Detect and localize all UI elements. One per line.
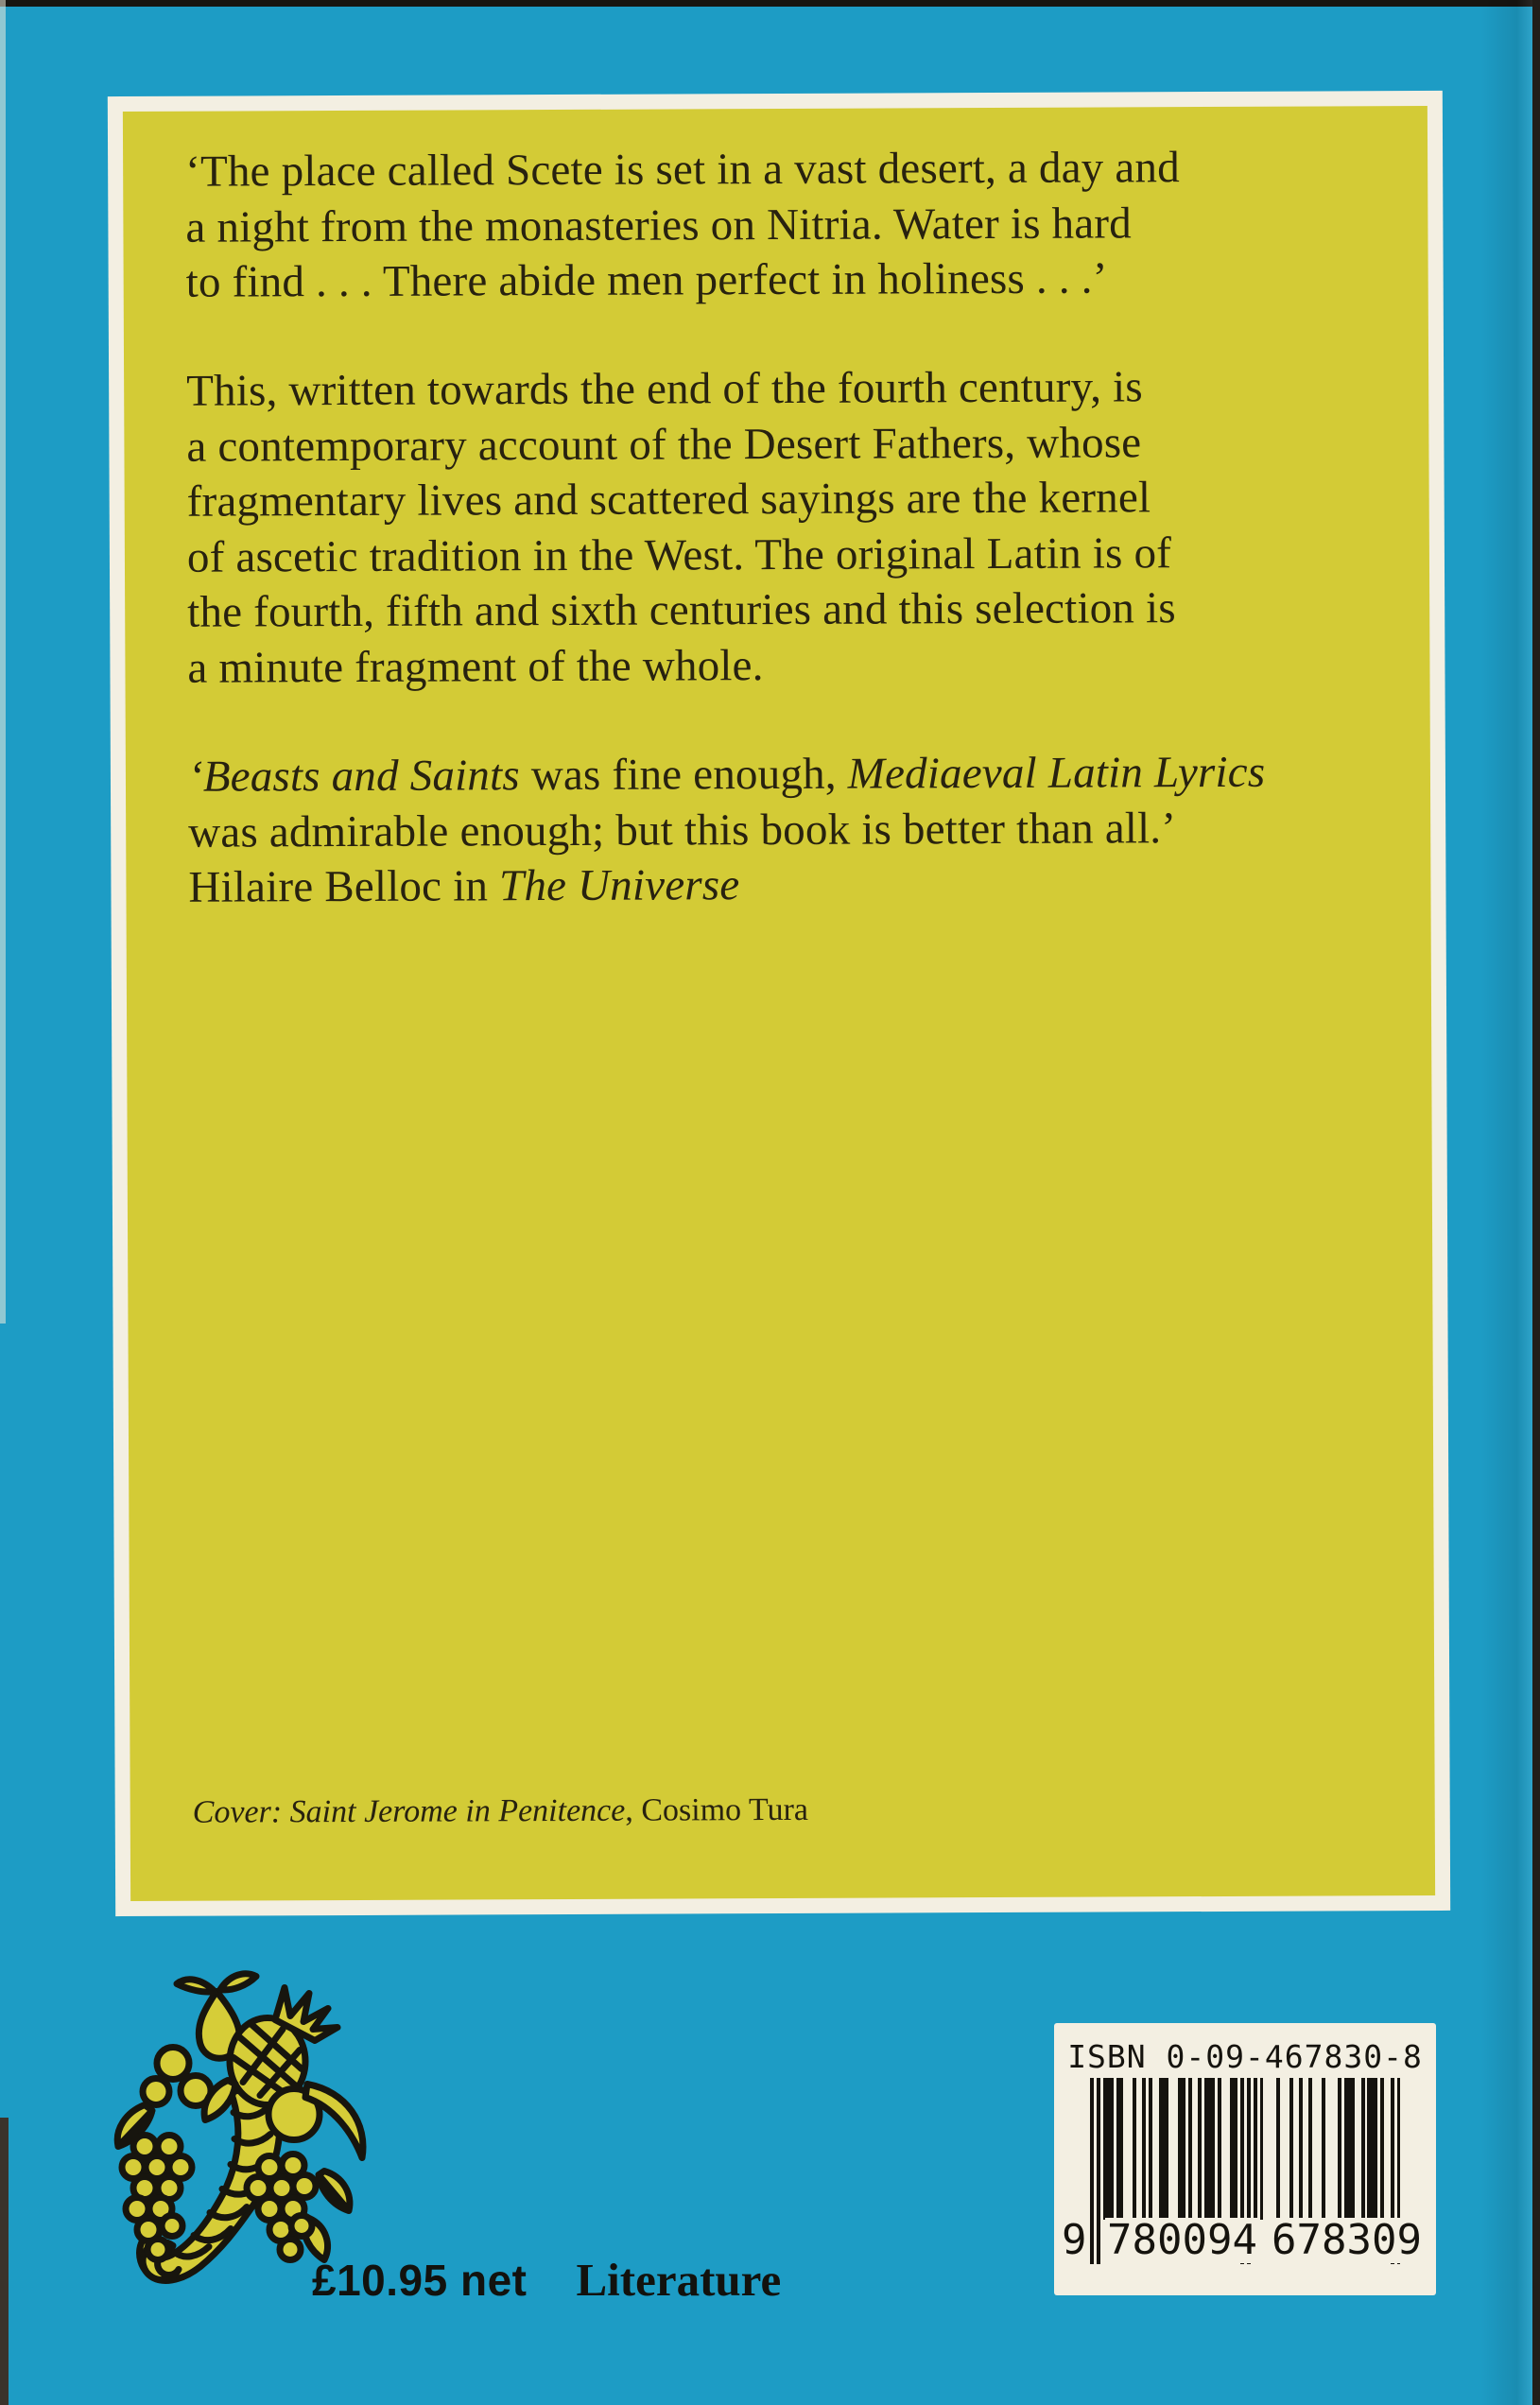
barcode-group-2: 678309 bbox=[1272, 2216, 1422, 2264]
blurb-panel bbox=[123, 106, 1435, 1901]
description-line: a minute fragment of the whole. bbox=[187, 640, 764, 693]
cherry bbox=[157, 2048, 189, 2080]
category-label: Literature bbox=[576, 2254, 782, 2306]
description-line: of ascetic tradition in the West. The original Latin is of bbox=[186, 528, 1172, 582]
barcode-lead-digit: 9 bbox=[1062, 2216, 1087, 2264]
book-title-mediaeval-latin-lyrics: Mediaeval Latin Lyrics bbox=[847, 747, 1266, 799]
description-paragraph bbox=[186, 359, 1176, 696]
scan-edge-left-light bbox=[0, 0, 6, 1324]
leaf bbox=[319, 2171, 350, 2211]
quote-line: a night from the monasteries on Nitria. Water is hard bbox=[185, 198, 1133, 252]
cover-credit-artist: , Cosimo Tura bbox=[625, 1791, 809, 1828]
review-byline bbox=[188, 856, 1266, 915]
cover-credit-title: Cover: Saint Jerome in Penitence bbox=[192, 1792, 626, 1830]
barcode-group-1: 780094 bbox=[1107, 2216, 1257, 2264]
quote-line: to find . . . There abide men perfect in holiness . . .’ bbox=[185, 253, 1108, 307]
cherry bbox=[143, 2079, 169, 2105]
description-line: a contemporary account of the Desert Fathers, whose bbox=[186, 417, 1142, 472]
description-line: This, written towards the end of the fourth century, is bbox=[186, 362, 1143, 416]
price-row bbox=[312, 2253, 781, 2307]
book-title-beasts-and-saints: ‘Beasts and Saints bbox=[187, 751, 520, 802]
quote-line: ‘The place called Scete is set in a vast desert, a day and bbox=[185, 143, 1180, 197]
pear-leaf bbox=[177, 1980, 215, 1992]
scan-edge-left-dark bbox=[0, 2118, 9, 2405]
review-line-1 bbox=[188, 745, 1266, 805]
description-line: the fourth, fifth and sixth centuries and this selection is bbox=[187, 583, 1176, 637]
price: £10.95 net bbox=[312, 2256, 528, 2305]
scan-edge-top bbox=[0, 0, 1540, 7]
scan-edge-right bbox=[1532, 0, 1540, 2405]
cover-credit bbox=[193, 1791, 808, 1832]
review-line-2: was admirable enough; but this book is better than all.’ bbox=[188, 803, 1177, 857]
pear-leaf bbox=[220, 1974, 256, 1990]
isbn-number: ISBN 0-09-467830-8 bbox=[1067, 2038, 1423, 2075]
scan-page-edge-band bbox=[1480, 0, 1532, 2405]
review-text: was fine enough, bbox=[519, 749, 848, 801]
blurb-frame bbox=[108, 91, 1450, 1916]
barcode-panel bbox=[1054, 2023, 1436, 2295]
publication-title-the-universe: The Universe bbox=[498, 860, 740, 911]
review-paragraph bbox=[188, 745, 1266, 915]
reviewer-name: Hilaire Belloc in bbox=[188, 861, 500, 912]
grape-bunch-left bbox=[122, 2136, 192, 2260]
opening-quote-paragraph bbox=[185, 140, 1180, 310]
description-line: fragmentary lives and scattered sayings are the kernel bbox=[186, 473, 1151, 527]
